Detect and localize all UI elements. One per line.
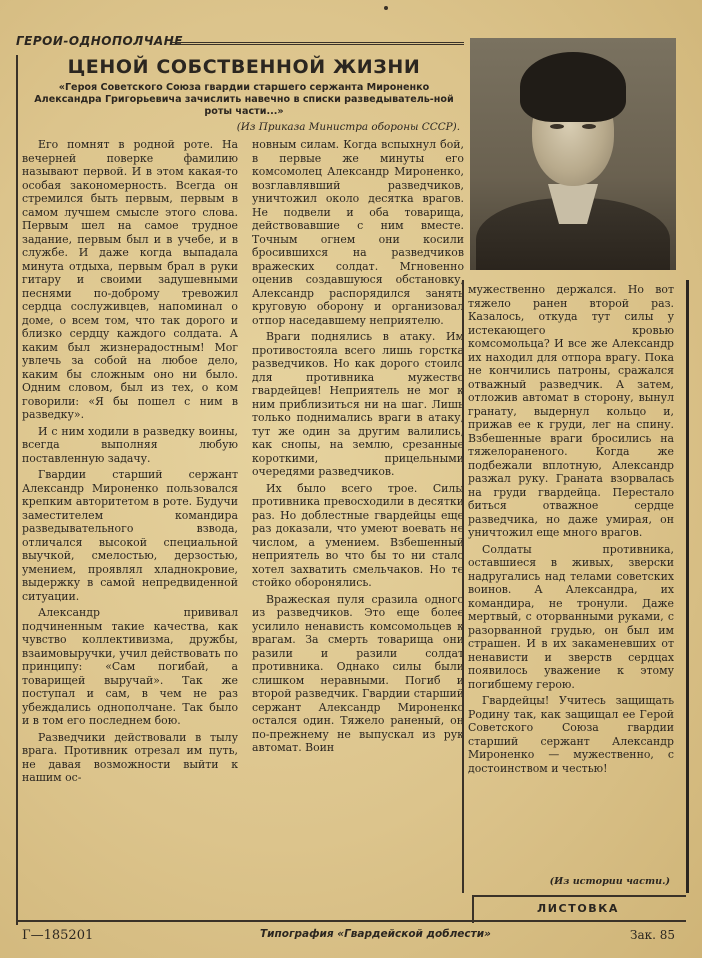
paragraph: Их было всего трое. Силы противника превосходили в десятки раз. Но доблестные гвардейцы еще раз доказали, что умеют воевать не числом, а умением. Взбешенный неприятель во что бы то ни стало хотел захватить смельчаков. Но те стойко оборонялись. [252,481,464,589]
article-column-1 [22,138,238,788]
paragraph: И с ним ходили в разведку воины, всегда выполняя любую поставленную задачу. [22,424,238,465]
decree-source: (Из Приказа Министра обороны СССР). [236,121,460,133]
paragraph: Вражеская пуля сразила одного из разведчиков. Это еще более усилило ненависть комсомольцев к врагам. За смерть товарища они разили и разили солдат противника. Однако силы были слишком неравными. Погиб и второй разведчик. Гвардии старший сержант Александр Мироненко остался один. Тяжело раненый, он по-прежнему не выпускал из рук автомат. Воин [252,592,464,754]
rubric: ГЕРОИ-ОДНОПОЛЧАНЕ [16,34,183,48]
paragraph: Солдаты противника, оставшиеся в живых, зверски надругались над телами советских воинов. А Александра, их командира, не тронули. Даже мертвый, с оторванными руками, с разорванной грудью, он был им страшен. И в их закаменевших от ненависти и зверств сердцах появилось уважение к этому погибшему герою. [468,542,674,691]
article-column-2 [252,138,464,758]
left-rule [16,55,18,925]
bottom-rule [16,920,686,922]
article-title: ЦЕНОЙ СОБСТВЕННОЙ ЖИЗНИ [67,56,421,78]
paragraph: Александр прививал подчиненным такие качества, как чувство коллективизма, дружбы, взаимовыручки, учил действовать по принципу: «Сам погибай, а товарищей выручай». Так же поступал и сам, в чем не раз убеждались однополчане. Так было и в том его последнем бою. [22,606,238,727]
paragraph: Враги поднялись в атаку. Им противостояла всего лишь горстка разведчиков. Но как дорого стоило для противника мужество гвардейцев! Неприятель не мог к ним приблизиться ни на шаг. Лишь только поднимались враги в атаку, тут же один за другим валились, как снопы, на землю, срезанные короткими, прицельными очередями разведчиков. [252,330,464,478]
paragraph: новным силам. Когда вспыхнул бой, в первые же минуты его комсомолец Александр Мироненко, возглавлявший разведчиков, уничтожил около десятка врагов. Не подвели и оба товарища, действовавшие с ним вместе. Точным огнем они косили бросившихся на разведчиков вражеских солдат. Мгновенно оценив создавшуюся обстановку, Александр распорядился занять круговую оборону и организовал отпор наседавшему неприятелю. [252,138,464,327]
article-column-3 [468,283,674,778]
paragraph: Его помнят в родной роте. На вечерней поверке фамилию называют первой. И в этом какая-то особая закономерность. Всегда он стремился быть первым, первым в самом лучшем смысле этого слова. Первым шел на самое трудное задание, первым был и в учебе, и в службе. И даже когда выпадала минута отдыха, первым брал в руки гитару и своими задушевными песнями по-доброму тревожил сердца сослуживцев, напоминал о доме, о всем том, что так дорого и близко сердцу каждого солдата. А каким был жизнерадостным! Мог увлечь за собой на любое дело, каким бы сложным оно ни было. Одним словом, был из тех, о ком говорили: «Я бы пошел с ним в разведку». [22,138,238,421]
paragraph: Гвардии старший сержант Александр Мироненко пользовался крепким авторитетом в роте. Будучи заместителем командира разведывательного взвода, отличался высокой специальной выучкой, смелостью, дерзостью, умением, проявлял хладнокровие, выдержку в самой непредвиденной ситуации. [22,468,238,603]
paragraph: Гвардейцы! Учитесь защищать Родину так, как защищал ее Герой Советского Союза гвардии старший сержант Александр Мироненко — мужественно, с достоинством и честью! [468,694,674,775]
order-number: Зак. 85 [630,928,676,942]
printer-name: Типография «Гвардейской доблести» [260,928,491,940]
print-dot [384,6,388,10]
hero-portrait-photo [470,38,676,270]
history-source: (Из истории части.) [549,876,670,887]
decree-quote: «Героя Советского Союза гвардии старшего сержанта Мироненко Александра Григорьевича зачислить навечно в списки разведыватель-ной роты части...» [34,82,454,117]
rubric-rule [172,42,464,45]
print-code: Г—185201 [22,928,94,943]
paragraph: мужественно держался. Но вот тяжело ранен второй раз. Казалось, откуда тут силы у истекающего кровью комсомольца? И все же Александр их находил для отпора врагу. Пока не кончились патроны, сражался отважный разведчик. А затем, отложив автомат в сторону, вынул гранату, выдернул кольцо и, прижав ее к груди, лег на спину. Взбешенные враги бросились на тяжелораненого. Когда же подбежали вплотную, Александр разжал руку. Граната взорвалась на груди гвардейца. Перестало биться отважное сердце разведчика, но даже умирая, он уничтожил еще много врагов. [468,283,674,539]
leaflet-label: ЛИСТОВКА [537,902,619,915]
paragraph: Разведчики действовали в тылу врага. Противник отрезал им путь, не давая возможности выйти к нашим ос- [22,730,238,784]
